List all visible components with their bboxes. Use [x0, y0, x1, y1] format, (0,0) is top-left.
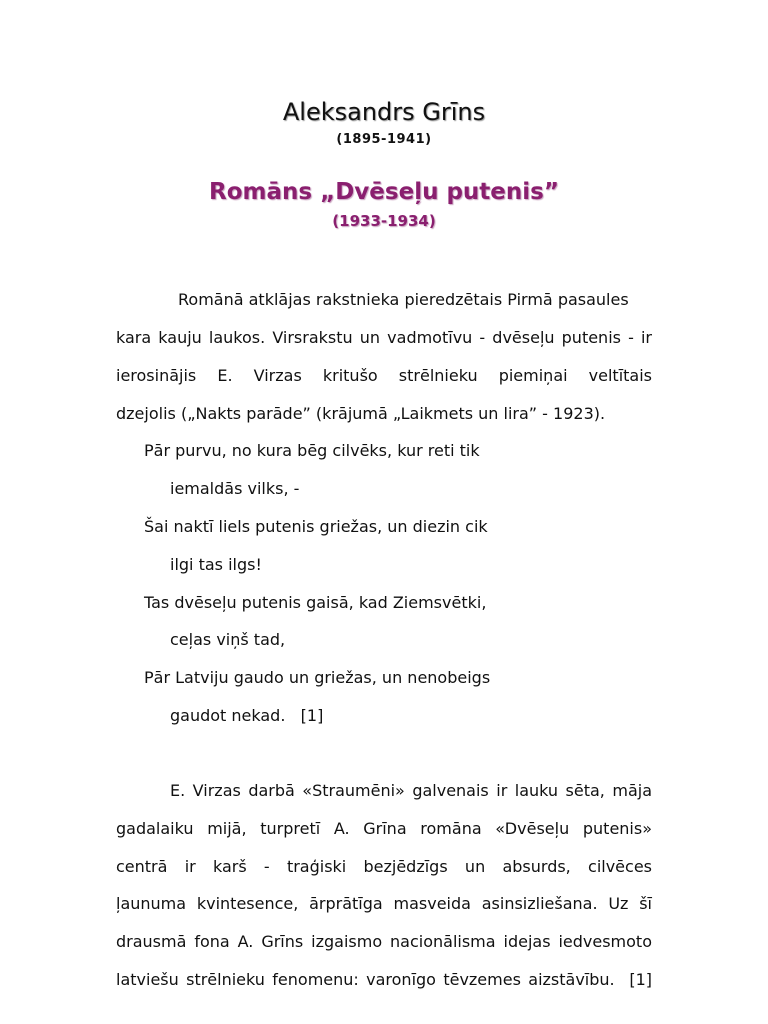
poem-line-3: Šai naktī liels putenis griežas, un diezin cik — [144, 517, 488, 536]
poem-line-8: gaudot nekad. [1] — [170, 706, 324, 725]
body-line-3: centrā ir karš - traģiski bezjēdzīgs un absurds, cilvēces — [116, 857, 652, 876]
poem-line-1: Pār purvu, no kura bēg cilvēks, kur reti tik — [144, 441, 480, 460]
intro-line-3: ierosinājis E. Virzas kritušo strēlnieku piemiņai veltītais — [116, 366, 652, 385]
author-name: Aleksandrs Grīns — [282, 98, 486, 126]
poem-line-4: ilgi tas ilgs! — [170, 555, 262, 574]
intro-line-2: kara kauju laukos. Virsrakstu un vadmotīvu - dvēseļu putenis - ir — [116, 328, 652, 347]
novel-years: (1933-1934) — [332, 212, 436, 230]
body-line-6: latviešu strēlnieku fenomenu: varonīgo tēvzemes aizstāvību. [1] — [116, 970, 652, 989]
poem-line-6: ceļas viņš tad, — [170, 630, 286, 649]
novel-title: Romāns „Dvēseļu putenis” — [209, 179, 559, 205]
poem-line-5: Tas dvēseļu putenis gaisā, kad Ziemsvētki, — [144, 593, 487, 612]
poem-line-7: Pār Latviju gaudo un griežas, un nenobeigs — [144, 668, 491, 687]
author-years: (1895-1941) — [336, 132, 432, 147]
body-line-2: gadalaiku mijā, turpretī A. Grīna romāna «Dvēseļu putenis» — [116, 819, 652, 838]
intro-line-1: Romānā atklājas rakstnieka pieredzētais Pirmā pasaules — [178, 290, 629, 309]
body-line-4: ļaunuma kvintesence, ārprātīga masveida asinsizliešana. Uz šī — [116, 894, 652, 913]
body-line-5: drausmā fona A. Grīns izgaismo nacionālisma idejas iedvesmoto — [116, 932, 652, 951]
body-line-1: E. Virzas darbā «Straumēni» galvenais ir lauku sēta, māja — [170, 781, 652, 800]
poem-line-2: iemaldās vilks, - — [170, 479, 300, 498]
intro-line-4: dzejolis („Nakts parāde” (krājumā „Laikmets un lira” - 1923). — [116, 404, 606, 423]
